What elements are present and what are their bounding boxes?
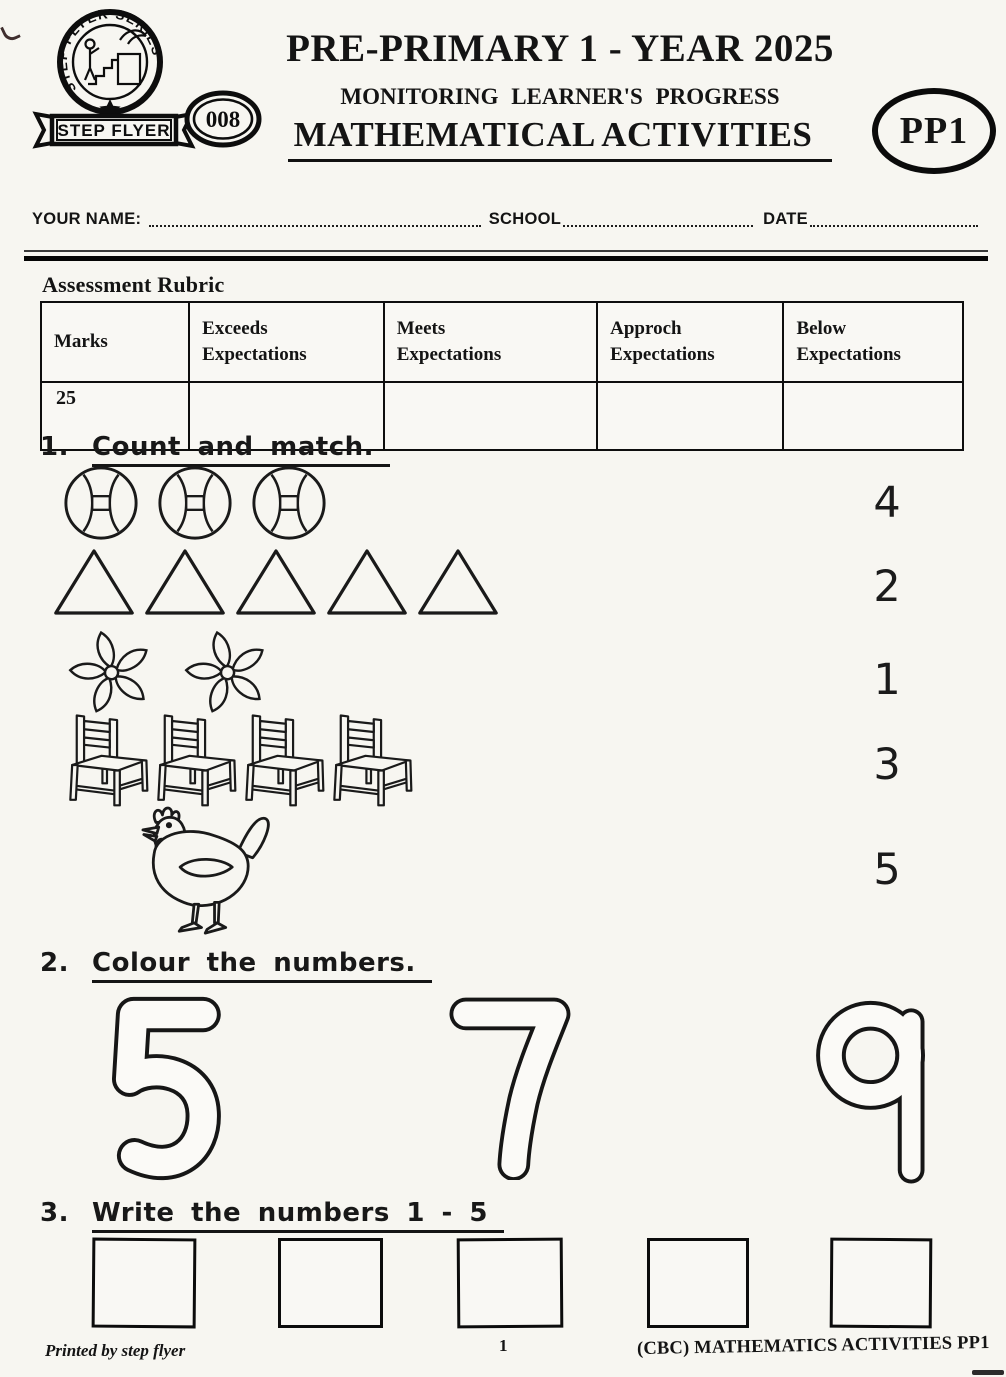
flower-icon — [174, 618, 282, 716]
col-approch: Approch Expectations — [597, 302, 783, 382]
ball-icon — [250, 464, 328, 542]
q1-number: 1. — [40, 432, 69, 462]
date-field[interactable] — [810, 211, 978, 227]
hen-icon — [102, 798, 288, 938]
rubric-header-row — [41, 302, 963, 382]
rubric-cell-approch[interactable] — [597, 382, 783, 450]
q1-title: Count and match. — [92, 432, 390, 467]
match-number[interactable]: 5 — [873, 845, 901, 895]
match-item-flowers[interactable] — [58, 618, 282, 716]
colour-number-7[interactable] — [433, 988, 585, 1180]
match-number[interactable]: 4 — [873, 478, 901, 528]
match-number[interactable]: 3 — [873, 740, 901, 790]
page-number: 1 — [499, 1336, 508, 1355]
answer-box-5[interactable] — [830, 1238, 933, 1329]
q1-heading — [40, 432, 390, 462]
logo-arc-text: STEP FLYER SERIES — [54, 6, 165, 96]
school-label: SCHOOL — [488, 210, 562, 228]
date-label: DATE — [763, 210, 808, 228]
rubric-cell-meets[interactable] — [384, 382, 597, 450]
step-flyer-logo — [22, 6, 266, 158]
scan-artifact — [972, 1370, 1004, 1375]
subtitle: MONITORING LEARNER'S PROGRESS — [340, 84, 780, 109]
answer-box-3[interactable] — [457, 1238, 564, 1329]
subject-title: MATHEMATICAL ACTIVITIES — [288, 115, 833, 162]
triangle-icon — [325, 546, 409, 617]
match-item-chairs[interactable] — [64, 710, 414, 809]
q3-title: Write the numbers 1 - 5 — [92, 1198, 504, 1233]
series-code: 008 — [205, 107, 241, 132]
rubric-heading: Assessment Rubric — [42, 272, 225, 297]
triangle-icon — [416, 546, 500, 617]
match-number[interactable]: 1 — [873, 655, 901, 705]
q3-heading — [40, 1198, 504, 1228]
chair-icon — [240, 710, 326, 809]
divider — [24, 250, 988, 261]
q2-heading — [40, 948, 432, 978]
flower-icon — [58, 618, 166, 716]
scan-artifact — [0, 22, 21, 44]
answer-box-2[interactable] — [278, 1238, 383, 1328]
match-item-hen[interactable] — [102, 798, 288, 938]
triangle-icon — [52, 546, 136, 617]
q2-title: Colour the numbers. — [92, 948, 432, 983]
rubric-cell-below[interactable] — [783, 382, 963, 450]
ball-icon — [62, 464, 140, 542]
count-and-match-area — [40, 460, 970, 946]
q2-number: 2. — [40, 948, 69, 978]
match-number[interactable]: 2 — [873, 562, 901, 612]
col-marks: Marks — [41, 302, 189, 382]
col-meets: Meets Expectations — [384, 302, 597, 382]
student-info-row — [32, 210, 978, 229]
colour-number-5[interactable] — [58, 993, 264, 1189]
triangle-icon — [234, 546, 318, 617]
assessment-rubric-table — [40, 301, 964, 451]
chair-icon — [328, 710, 414, 809]
answer-box-4[interactable] — [647, 1238, 749, 1328]
marks-value: 25 — [41, 382, 189, 450]
chair-icon — [152, 710, 238, 809]
match-item-balls[interactable] — [62, 464, 328, 542]
match-item-triangles[interactable] — [52, 546, 500, 617]
q3-number: 3. — [40, 1198, 69, 1228]
ball-icon — [156, 464, 234, 542]
name-label: YOUR NAME: — [32, 210, 142, 228]
logo-banner-text: STEP FLYER — [57, 121, 171, 140]
colour-number-9[interactable] — [808, 990, 944, 1188]
answer-box-1[interactable] — [92, 1238, 197, 1329]
school-field[interactable] — [563, 211, 753, 227]
level-badge: PP1 — [872, 88, 996, 174]
chair-icon — [64, 710, 150, 809]
header-titles — [232, 26, 888, 162]
name-field[interactable] — [149, 211, 480, 227]
col-exceeds: Exceeds Expectations — [189, 302, 384, 382]
printed-by: Printed by step flyer — [45, 1341, 186, 1360]
page-title: PRE-PRIMARY 1 - YEAR 2025 — [286, 27, 834, 70]
footer-series-text: (CBC) MATHEMATICS ACTIVITIES PP1 — [637, 1332, 991, 1360]
col-below: Below Expectations — [783, 302, 963, 382]
triangle-icon — [143, 546, 227, 617]
